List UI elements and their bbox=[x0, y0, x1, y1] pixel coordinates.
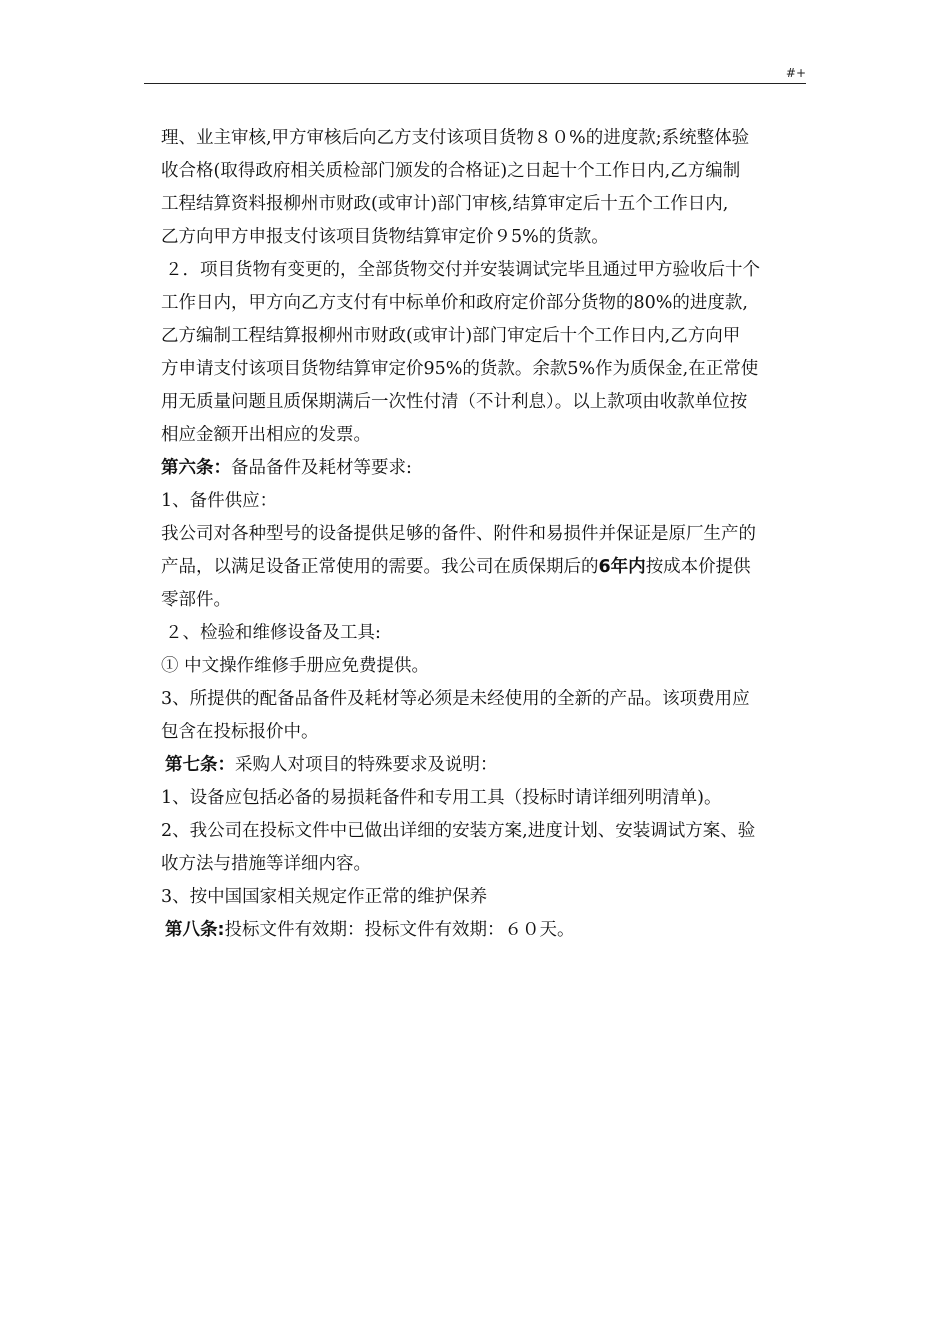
paragraph-line: 3、按中国国家相关规定作正常的维护保养 bbox=[161, 887, 488, 907]
paragraph-line: 乙方编制工程结算报柳州市财政(或审计)部门审定后十个工作日内,乙方向甲 bbox=[161, 326, 741, 346]
paragraph-line: ２．项目货物有变更的，全部货物交付并安装调试完毕且通过甲方验收后十个 bbox=[165, 260, 760, 280]
page-header-mark: #+ bbox=[785, 66, 806, 80]
paragraph-line: 包含在投标报价中。 bbox=[161, 722, 319, 742]
article-6-title: 备品备件及耗材等要求: bbox=[231, 458, 412, 478]
paragraph-line: 零部件。 bbox=[161, 590, 231, 610]
paragraph-line: 1、备件供应： bbox=[161, 491, 278, 511]
paragraph-line: 相应金额开出相应的发票。 bbox=[161, 425, 371, 445]
paragraph-line: 工作日内，甲方向乙方支付有中标单价和政府定价部分货物的80%的进度款, bbox=[161, 293, 748, 313]
article-8-text: 投标文件有效期：投标文件有效期：６０天。 bbox=[224, 920, 575, 940]
paragraph-line: 乙方向甲方申报支付该项目货物结算审定价９5%的货款。 bbox=[161, 227, 609, 247]
paragraph-line: 1、设备应包括必备的易损耗备件和专用工具（投标时请详细列明清单)。 bbox=[161, 788, 722, 808]
paragraph-line: 3、所提供的配备品备件及耗材等必须是未经使用的全新的产品。该项费用应 bbox=[161, 689, 750, 709]
article-8-label: 第八条: bbox=[165, 920, 225, 940]
paragraph-line: 收方法与措施等详细内容。 bbox=[161, 854, 371, 874]
article-6-heading bbox=[161, 452, 811, 485]
article-7-heading bbox=[161, 749, 811, 782]
article-8-heading bbox=[161, 914, 811, 947]
paragraph-line: 2、我公司在投标文件中已做出详细的安装方案,进度计划、安装调试方案、验 bbox=[161, 821, 756, 841]
paragraph-line: ① 中文操作维修手册应免费提供。 bbox=[161, 656, 430, 676]
paragraph-line: 工程结算资料报柳州市财政(或审计)部门审核,结算审定后十五个工作日内, bbox=[161, 194, 729, 214]
paragraph-line: 用无质量问题且质保期满后一次性付清（不计利息）。以上款项由收款单位按 bbox=[161, 392, 748, 412]
emphasis-text: 6年内 bbox=[598, 557, 646, 577]
text-run: 产品，以满足设备正常使用的需要。我公司在质保期后的 bbox=[161, 557, 599, 577]
article-6-label: 第六条： bbox=[161, 458, 231, 478]
paragraph-line: 收合格(取得政府相关质检部门颁发的合格证)之日起十个工作日内,乙方编制 bbox=[161, 161, 741, 181]
paragraph-line: ２、检验和维修设备及工具: bbox=[165, 623, 381, 643]
paragraph-line: 方申请支付该项目货物结算审定价95%的货款。余款5%作为质保金,在正常使 bbox=[161, 359, 759, 379]
paragraph-line: 理、业主审核,甲方审核后向乙方支付该项目货物８０%的进度款;系统整体验 bbox=[161, 128, 750, 148]
paragraph-line: 我公司对各种型号的设备提供足够的备件、附件和易损件并保证是原厂生产的 bbox=[161, 524, 756, 544]
article-7-label: 第七条： bbox=[165, 755, 235, 775]
header-divider bbox=[144, 83, 806, 84]
paragraph-line bbox=[161, 551, 811, 584]
text-run: 按成本价提供 bbox=[645, 557, 751, 577]
document-body bbox=[161, 122, 811, 947]
article-7-title: 采购人对项目的特殊要求及说明： bbox=[235, 755, 498, 775]
